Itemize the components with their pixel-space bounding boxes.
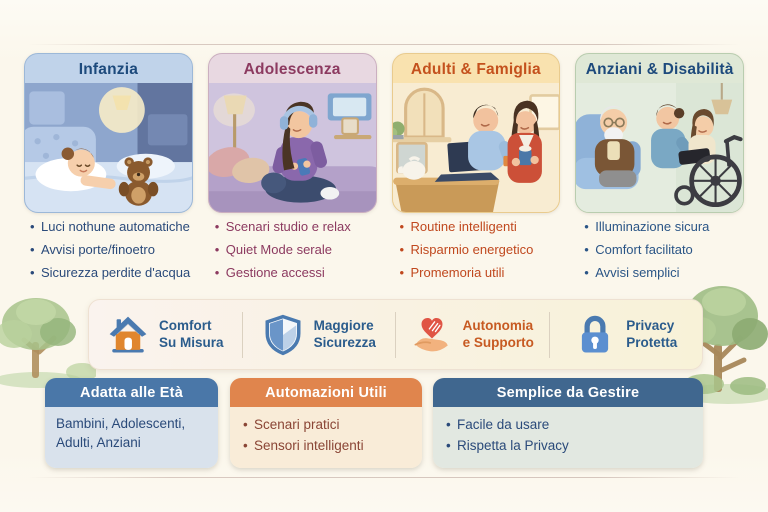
bullet-item: • Comfort facilitato <box>584 238 750 261</box>
bullet-item: • Luci nothune automatiche <box>30 215 196 238</box>
age-cards-row <box>24 53 744 213</box>
card-infanzia-title: Infanzia <box>78 61 139 78</box>
bullet-item: • Scenari pratici <box>243 414 411 435</box>
bullet-item: • Quiet Mode serale <box>215 238 381 261</box>
box-automazioni-header: Automazioni Utili <box>230 378 422 407</box>
bullet-item: • Avvisi semplici <box>584 261 750 284</box>
house-icon <box>107 314 149 356</box>
bullet-item: • Sicurezza perdite d'acqua <box>30 261 196 284</box>
card-bullets-row <box>24 215 750 284</box>
adolescenza-bullets <box>209 215 381 284</box>
bullet-item: • Gestione accessi <box>215 261 381 284</box>
card-adolescenza <box>208 53 377 213</box>
box-automazioni-utili <box>230 378 422 468</box>
card-adolescenza-title: Adolescenza <box>243 61 341 78</box>
bullet-item: • Scenari studio e relax <box>215 215 381 238</box>
benefit-privacy-label: Privacy Protetta <box>626 318 678 350</box>
bullet-item: • Promemoria utili <box>400 261 566 284</box>
bullet-item: • Sensori intelligenti <box>243 435 411 456</box>
infanzia-bullets <box>24 215 196 284</box>
bullet-item: • Routine intelligenti <box>400 215 566 238</box>
card-adulti-title: Adulti & Famiglia <box>410 61 541 78</box>
bullet-item: • Risparmio energetico <box>400 238 566 261</box>
card-infanzia <box>24 53 193 213</box>
bullet-item: • Rispetta la Privacy <box>446 435 692 456</box>
padlock-icon <box>574 314 616 356</box>
card-anziani-title: Anziani & Disabilità <box>585 61 734 78</box>
box-adatta-alle-eta <box>45 378 218 468</box>
card-anziani <box>575 53 744 213</box>
bottom-divider-line <box>28 477 740 478</box>
shield-icon <box>262 314 304 356</box>
box-adatta-header: Adatta alle Età <box>45 378 218 407</box>
teen-with-phone-illustration <box>209 83 376 212</box>
box-semplice-header: Semplice da Gestire <box>433 378 703 407</box>
benefit-autonomia-label: Autonomia e Supporto <box>462 318 534 350</box>
top-divider-line <box>28 44 740 45</box>
benefit-sicurezza <box>243 314 396 356</box>
bullet-item: • Facile da usare <box>446 414 692 435</box>
adulti-bullets <box>394 215 566 284</box>
box-automazioni-body <box>230 407 422 468</box>
benefit-privacy <box>550 314 703 356</box>
couple-kitchen-illustration <box>393 83 560 212</box>
left-tree-illustration <box>0 290 96 388</box>
box-semplice-body <box>433 407 703 468</box>
box-semplice-da-gestire <box>433 378 703 468</box>
card-adulti <box>392 53 561 213</box>
elderly-caregiver-illustration <box>576 83 743 212</box>
box-adatta-body: Bambini, Adolescenti, Adulti, Anziani <box>45 407 218 468</box>
bullet-item: • Avvisi porte/finoetro <box>30 238 196 261</box>
child-sleeping-illustration <box>25 83 192 212</box>
benefit-autonomia <box>396 314 549 356</box>
benefits-band <box>88 299 703 370</box>
benefit-comfort <box>89 314 242 356</box>
anziani-bullets <box>578 215 750 284</box>
heart-hand-icon <box>411 314 453 356</box>
benefit-sicurezza-label: Maggiore Sicurezza <box>313 318 376 350</box>
bullet-item: • Illuminazione sicura <box>584 215 750 238</box>
benefit-comfort-label: Comfort Su Misura <box>158 318 224 350</box>
